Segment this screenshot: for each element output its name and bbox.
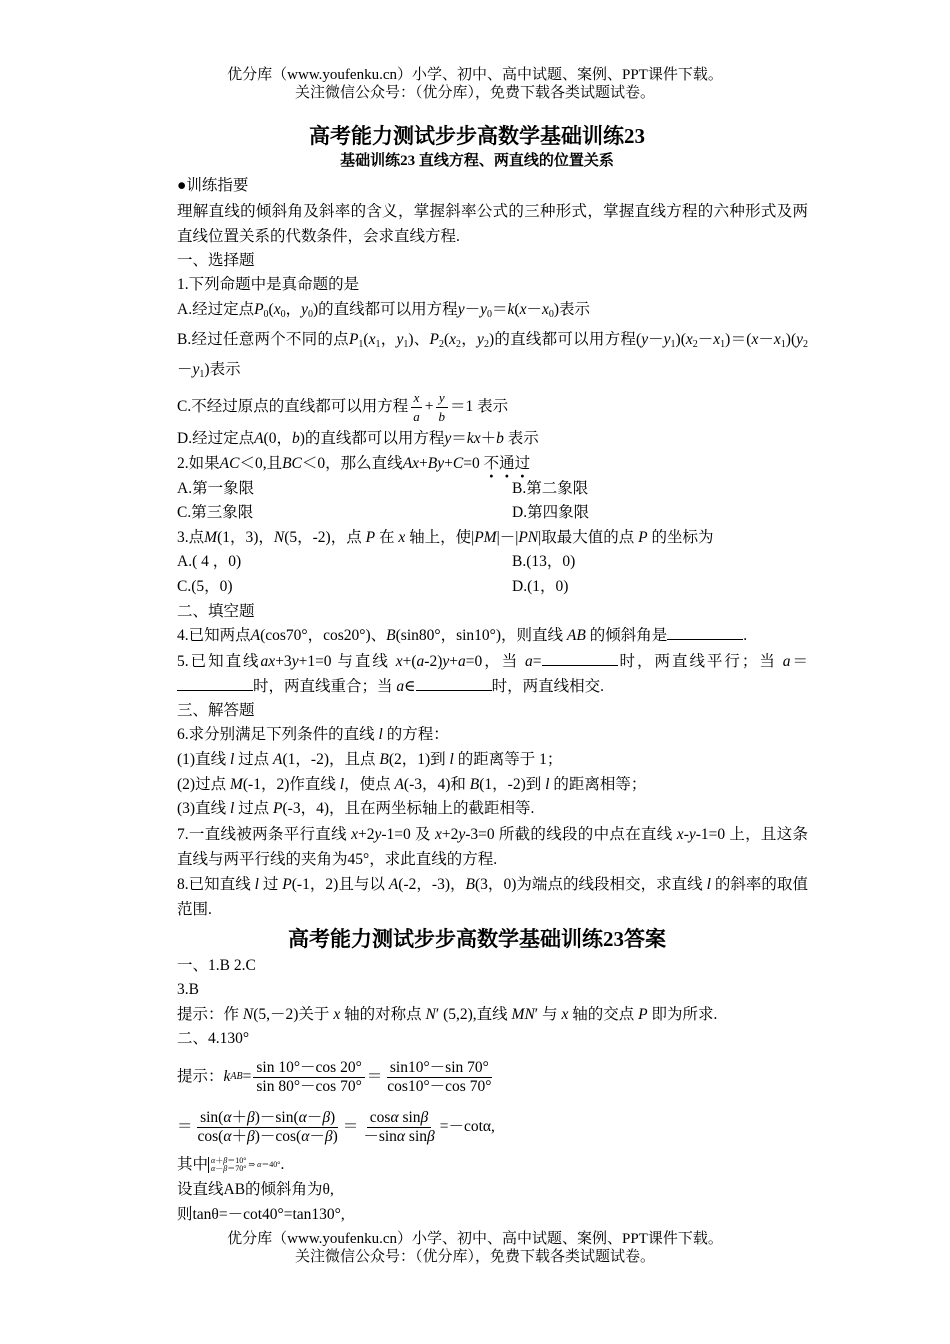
footer-line-2: 关注微信公众号：（优分库），免费下载各类试题试卷。 — [294, 1249, 655, 1265]
guide-text: 理解直线的倾斜角及斜率的含义，掌握斜率公式的三种形式，掌握直线方程的六种形式及两直线位置关系的代数条件，会求直线方程. — [177, 202, 808, 245]
q2-options-row-2 — [146, 501, 808, 526]
footer-banner — [0, 1230, 950, 1266]
q3-option-b: B.(13，0) — [512, 553, 576, 571]
q5-blank-2[interactable] — [177, 676, 253, 691]
answer-4-hint-2: ＝ $\frac{\sin(\alpha+\beta)-\sin(\alpha-\beta)}{\cos(\alpha+\beta)-\cos(\alpha-\beta)}$ ＝ $\frac{\text{cosα sinβ}}{\text{－sinα sinβ}}$ =－cotα, — [177, 1108, 495, 1145]
section-solve: 三、解答题 — [177, 701, 255, 719]
q8-stem: 8.已知直线 l 过 P(-1，2)且与以 A(-2，-3)，B(3，0)为端点的线段相交，求直线 l 的斜率的取值范围. — [177, 875, 808, 918]
page-subtitle: 基础训练23 直线方程、两直线的位置关系 — [340, 153, 614, 169]
q1-option-c: C.不经过原点的直线都可以用方程 $\frac{x}{a}$ + $\frac{y}{b}$ ＝1 表示 — [177, 390, 509, 425]
q5-stem: 5.已知直线ax+3y+1=0 与直线 x+(a-2)y+a=0，当 a= 时，两直线平行；当 a＝时，两直线重合；当 a∈ 时，两直线相交. — [177, 652, 808, 695]
q5-blank-1[interactable] — [542, 651, 618, 666]
answer-4-hint-3: 其中 α＋β＝10° α－β＝70° ⇒ α＝40° . — [177, 1156, 285, 1174]
q3-option-d: D.(1，0) — [512, 577, 569, 595]
header-banner — [0, 66, 950, 102]
section-choice: 一、选择题 — [177, 251, 255, 269]
q2-stem: 2.如果AC＜0,且BC＜0，那么直线Ax+By+C=0 不通过 — [177, 454, 531, 472]
section-fill: 二、填空题 — [177, 602, 255, 620]
header-line-2: 关注微信公众号：（优分库），免费下载各类试题试卷。 — [294, 85, 655, 101]
q3-option-c: C.(5，0) — [177, 577, 233, 595]
q3-stem: 3.点M(1，3)，N(5，-2)，点 P 在 x 轴上，使|PM|－|PN|取最大值的点 P 的坐标为 — [177, 528, 714, 546]
q2-options-row-1 — [146, 477, 808, 502]
answer-1-2: 一、1.B 2.C — [177, 956, 256, 974]
q2-option-d: D.第四象限 — [512, 504, 590, 522]
not-pass-emphasis: 不通过 — [483, 454, 531, 472]
q6-part-2: (2)过点 M(-1，2)作直线 l，使点 A(-3，4)和 B(1，-2)到 l 的距离相等； — [177, 775, 647, 793]
condition-system: α＋β＝10° α－β＝70° — [208, 1157, 246, 1173]
q3-option-a: A.( 4 ，0) — [177, 553, 242, 571]
header-line-1: 优分库（www.youfenku.cn）小学、初中、高中试题、案例、PPT课件下载。 — [227, 67, 723, 83]
q2-option-b: B.第二象限 — [512, 479, 589, 497]
q2-option-c: C.第三象限 — [177, 504, 254, 522]
q1-stem: 1.下列命题中是真命题的是 — [177, 276, 360, 294]
answer-4: 二、4.130° — [177, 1030, 250, 1048]
guide-heading: ●训练指要 — [177, 177, 249, 194]
answer-3-hint: 提示：作 N(5,－2)关于 x 轴的对称点 N′ (5,2),直线 MN′ 与 x 轴的交点 P 即为所求. — [177, 1005, 718, 1023]
q1-option-a: A.经过定点$P_0(x_0$，$y_0$)的直线都可以用方程$y-y_0=k(x-x_0)$表示 — [177, 300, 591, 320]
answer-3: 3.B — [177, 981, 199, 999]
q6-stem: 6.求分别满足下列条件的直线 l 的方程： — [177, 726, 449, 744]
q1-option-d: D.经过定点A(0，b)的直线都可以用方程y＝kx＋b 表示 — [177, 430, 539, 448]
answers-title: 高考能力测试步步高数学基础训练23答案 — [288, 926, 666, 951]
answer-4-angle: 设直线AB的倾斜角为θ, — [177, 1181, 334, 1199]
q1-option-b: B.经过任意两个不同的点$P_1(x_1$，$y_1$)、$P_2(x_2$，$y_2$)的直线都可以用方程$(y-y_1)(x_2-x_1)=(x-x_1)(y_2-y_1)$表示 — [177, 331, 808, 381]
q6-part-3: (3)直线 l 过点 P(-3，4)，且在两坐标轴上的截距相等. — [177, 800, 535, 818]
q6-part-1: (1)直线 l 过点 A(1，-2)，且点 B(2，1)到 l 的距离等于 1； — [177, 750, 563, 768]
answer-4-tan: 则tanθ=－cot40°=tan130°, — [177, 1205, 345, 1223]
q7-stem: 7.一直线被两条平行直线 x+2y-1=0 及 x+2y-3=0 所截的线段的中点在直线 x-y-1=0 上，且这条直线与两平行线的夹角为45°，求此直线的方程. — [177, 825, 809, 868]
page-title: 高考能力测试步步高数学基础训练23 — [309, 124, 645, 148]
main-content — [146, 122, 808, 1227]
q4-blank[interactable] — [667, 625, 743, 640]
q3-options-row-2 — [146, 575, 808, 600]
q2-option-a: A.第一象限 — [177, 479, 255, 497]
q5-blank-3[interactable] — [416, 676, 492, 691]
q4-stem: 4.已知两点A(cos70°，cos20°)、B(sin80°，sin10°)，则直线 AB 的倾斜角是 . — [177, 627, 748, 645]
answer-4-hint-1: 提示： k AB = $\frac{\sin 10^\circ-\cos 20^\circ}{\sin 80^\circ-\cos 70^\circ}$ ＝ $\frac{\sin 10^\circ-\sin 70^\circ}{\cos 10^\circ-\cos 70^\circ}$ — [177, 1058, 492, 1095]
footer-line-1: 优分库（www.youfenku.cn）小学、初中、高中试题、案例、PPT课件下载。 — [227, 1231, 723, 1247]
q3-options-row-1 — [146, 550, 808, 575]
